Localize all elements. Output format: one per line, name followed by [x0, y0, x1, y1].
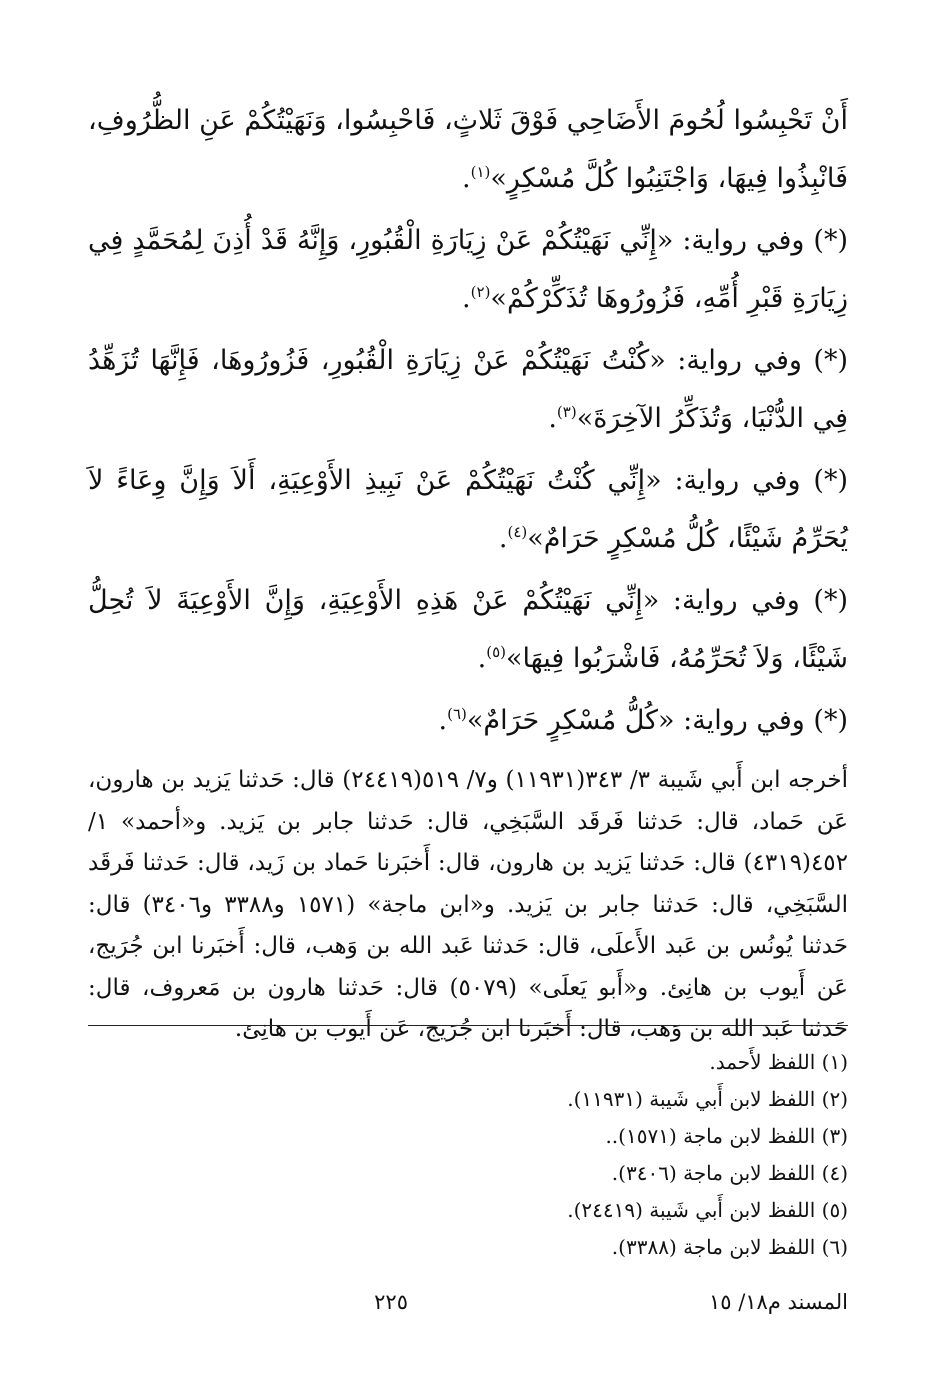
source-attribution: أخرجه ابن أَبي شَيبة ٣/ ٣٤٣(١١٩٣١) و٧/ ٥١٩(٢٤٤١٩) قال: حَدثنا يَزيد بن هارون، عَن حَماد، قال: حَدثنا فَرقَد السَّبَخِي، قال: حَدثنا جابر بن يَزيد. و«أحمد» ١/ ٤٥٢(٤٣١٩) قال: حَدثنا يَزيد بن هارون، قال: أَخبَرنا حَماد بن زَيد، قال: حَدثنا فَرقَد السَّبَخِي، قال: حَدثنا جابر بن يَزيد. و«ابن ماجة» (١٥٧١ و٣٣٨٨ و٣٤٠٦) قال: حَدثنا يُونُس بن عَبد الأَعلَى، قال: حَدثنا عَبد الله بن وَهب، قال: أَخبَرنا ابن جُرَيج، عَن أَيوب بن هانِئ. و«أَبو يَعلَى» (٥٠٧٩) قال: حَدثنا هارون بن مَعروف، قال: حَدثنا عَبد الله بن وَهب، قال: أَخبَرنا ابن جُرَيج، عَن أَيوب بن هانِئ. [88, 767, 848, 1042]
hadith-paragraph [88, 92, 848, 208]
footnote-ref: (٤) [507, 523, 528, 541]
sentence-end: . [438, 705, 448, 736]
footnote-ref: (١) [470, 163, 491, 181]
sentence-end: . [462, 163, 471, 194]
hadith-paragraph [88, 212, 848, 328]
sentence-end: . [462, 283, 471, 314]
footnote: (١) اللفظ لأَحمد. [709, 1050, 848, 1074]
footnote: (٣) اللفظ لابن ماجة (١٥٧١).. [605, 1124, 848, 1148]
footnote: (٦) اللفظ لابن ماجة (٣٣٨٨). [611, 1235, 848, 1259]
page-footer [88, 1290, 848, 1320]
footnote-ref: (٢) [470, 283, 491, 301]
main-text [88, 92, 848, 1074]
hadith-paragraph [88, 332, 848, 448]
footnote: (٢) اللفظ لابن أَبي شَيبة (١١٩٣١). [567, 1087, 848, 1111]
footnotes [88, 1044, 848, 1266]
hadith-text: (*) وفي رواية: «كُلُّ مُسْكِرٍ حَرَامٌ» [466, 705, 848, 736]
page-number: ٢٢٥ [374, 1290, 408, 1314]
hadith-text: أَنْ تَحْبِسُوا لُحُومَ الأَضَاحِي فَوْقَ ثَلاثٍ، فَاحْبِسُوا، وَنَهَيْتُكُمْ عَنِ الظُّرُوفِ، فَانْبِذُوا فِيهَا، وَاجْتَنِبُوا كُلَّ مُسْكِرٍ» [88, 105, 848, 194]
footnote-ref: (٥) [486, 643, 507, 661]
footnote-divider [88, 1025, 848, 1026]
hadith-text: (*) وفي رواية: «إِنِّي نَهَيْتُكُمْ عَنْ هَذِهِ الأَوْعِيَةِ، وَإِنَّ الأَوْعِيَةَ لاَ تُحِلُّ شَيْئًا، وَلاَ تُحَرِّمُهُ، فَاشْرَبُوا فِيهَا» [88, 585, 848, 674]
hadith-paragraph [88, 692, 848, 750]
hadith-text: (*) وفي رواية: «إِنِّي نَهَيْتُكُمْ عَنْ زِيَارَةِ الْقُبُورِ، وَإِنَّهُ قَدْ أُذِنَ لِمُحَمَّدٍ فِي زِيَارَةِ قَبْرِ أُمِّهِ، فَزُورُوهَا تُذَكِّرْكُمْ» [88, 225, 848, 314]
sentence-end: . [498, 523, 508, 554]
hadith-paragraph [88, 572, 848, 688]
hadith-text: (*) وفي رواية: «إِنِّي كُنْتُ نَهَيْتُكُمْ عَنْ نَبِيذِ الأَوْعِيَةِ، أَلاَ وَإِنَّ وِعَاءً لاَ يُحَرِّمُ شَيْئًا، كُلُّ مُسْكِرٍ حَرَامٌ» [88, 465, 848, 554]
footnote: (٤) اللفظ لابن ماجة (٣٤٠٦). [611, 1161, 848, 1185]
footnote-ref: (٦) [447, 705, 467, 723]
volume-signature: المسند م١٨/ ١٥ [708, 1290, 848, 1314]
sentence-end: . [548, 403, 557, 434]
hadith-paragraph [88, 452, 848, 568]
footnote: (٥) اللفظ لابن أَبي شَيبة (٢٤٤١٩). [567, 1198, 848, 1222]
footnote-ref: (٣) [556, 403, 577, 421]
hadith-text: (*) وفي رواية: «كُنْتُ نَهَيْتُكُمْ عَنْ زِيَارَةِ الْقُبُورِ، فَزُورُوهَا، فَإِنَّهَا تُزَهِّدُ فِي الدُّنْيَا، وَتُذَكِّرُ الآخِرَةَ» [88, 345, 848, 434]
sentence-end: . [477, 643, 487, 674]
